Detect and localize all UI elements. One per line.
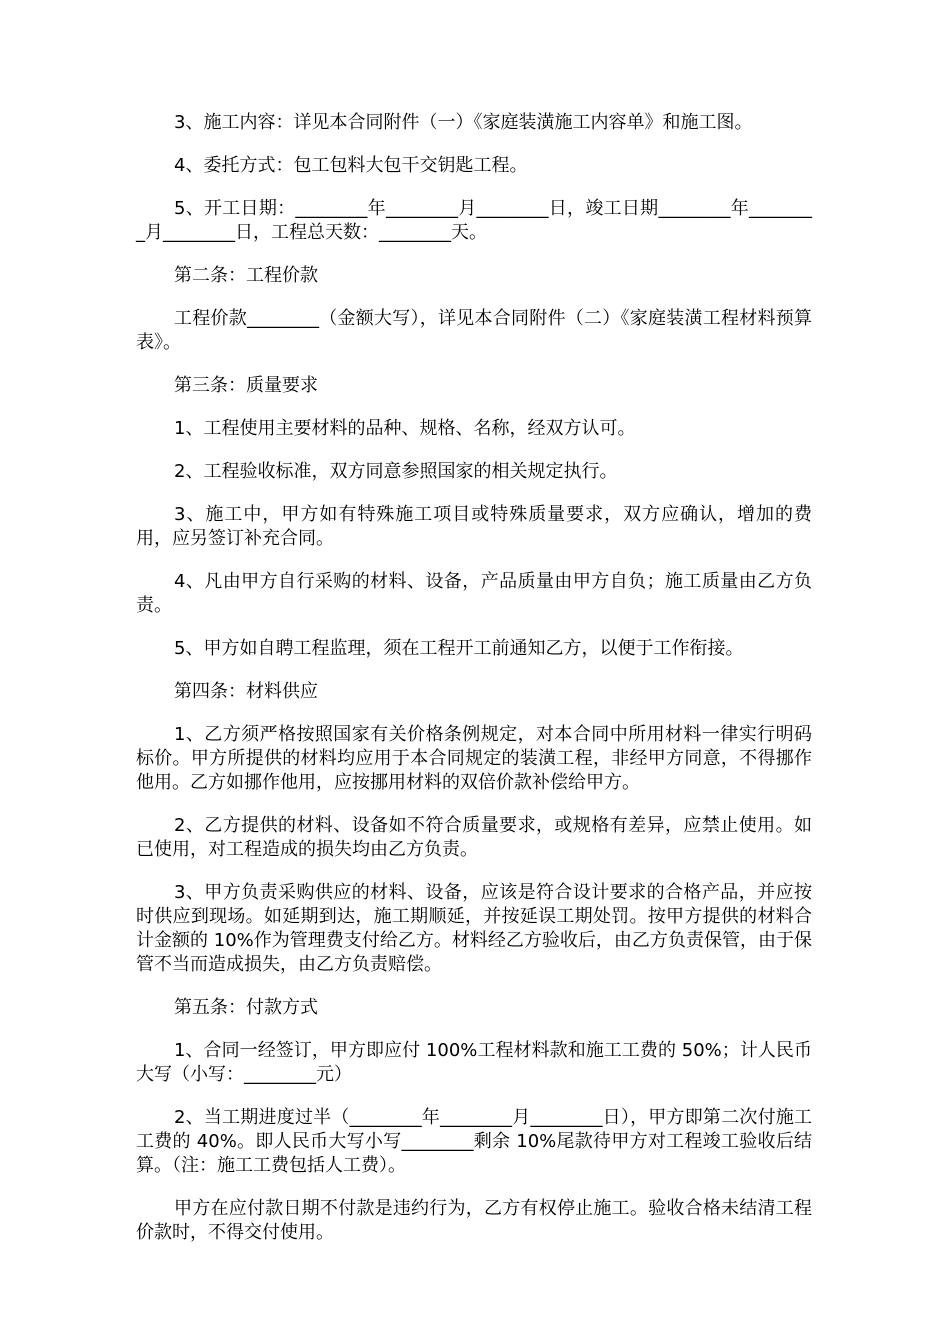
clause-payment-default: 甲方在应付款日期不付款是违约行为，乙方有权停止施工。验收合格未结清工程价款时，不得交付使用。 [136,1198,812,1243]
section-heading-materials: 第四条：材料供应 [174,681,318,702]
section-heading-price: 第二条：工程价款 [174,265,318,286]
section-heading-payment: 第五条：付款方式 [174,997,318,1018]
clause-quality-special: 3、施工中，甲方如有特殊施工项目或特殊质量要求，双方应确认，增加的费用，应另签订补充合同。 [136,504,812,549]
document-body [136,111,812,1264]
clause-quality-materials: 1、工程使用主要材料的品种、规格、名称，经双方认可。 [174,418,636,439]
clause-payment-second: 2、当工期进度过半（________年________月________日），甲方即第二次付施工工费的 40%。即人民币大写小写________剩余 10%尾款待甲方对工程竣工验收后结算。（注：施工工费包括人工费）。 [136,1107,812,1176]
clause-materials-quality: 2、乙方提供的材料、设备如不符合质量要求，或规格有差异，应禁止使用。如已使用，对工程造成的损失均由乙方负责。 [136,815,812,860]
section-heading-quality: 第三条：质量要求 [174,375,318,396]
clause-materials-supply: 3、甲方负责采购供应的材料、设备，应该是符合设计要求的合格产品，并应按时供应到现场。如延期到达，施工期顺延，并按延误工期处罚。按甲方提供的材料合计金额的 10%作为管理费支付给乙方。材料经乙方验收后，由乙方负责保管，由于保管不当而造成损失，由乙方负责赔偿。 [136,882,812,975]
clause-payment-first: 1、合同一经签订，甲方即应付 100%工程材料款和施工工费的 50%；计人民币大写（小写：________元） [136,1040,812,1085]
clause-commission-method: 4、委托方式：包工包料大包干交钥匙工程。 [174,155,528,176]
clause-quality-self-purchase: 4、凡由甲方自行采购的材料、设备，产品质量由甲方自负；施工质量由乙方负责。 [136,571,812,616]
clause-quality-supervision: 5、甲方如自聘工程监理，须在工程开工前通知乙方，以便于工作衔接。 [174,638,744,659]
clause-materials-pricing: 1、乙方须严格按照国家有关价格条例规定，对本合同中所用材料一律实行明码标价。甲方所提供的材料均应用于本合同规定的装潢工程，非经甲方同意，不得挪作他用。乙方如挪作他用，应按挪用材料的双倍价款补偿给甲方。 [136,724,812,793]
clause-construction-content: 3、施工内容：详见本合同附件（一）《家庭装潢施工内容单》和施工图。 [174,112,753,133]
clause-schedule-dates: 5、开工日期：________年________月________日，竣工日期________年________月________日，工程总天数：________天。 [136,198,812,243]
clause-quality-acceptance: 2、工程验收标准，双方同意参照国家的相关规定执行。 [174,461,618,482]
clause-project-price: 工程价款________（金额大写），详见本合同附件（二）《家庭装潢工程材料预算表》。 [136,308,812,353]
